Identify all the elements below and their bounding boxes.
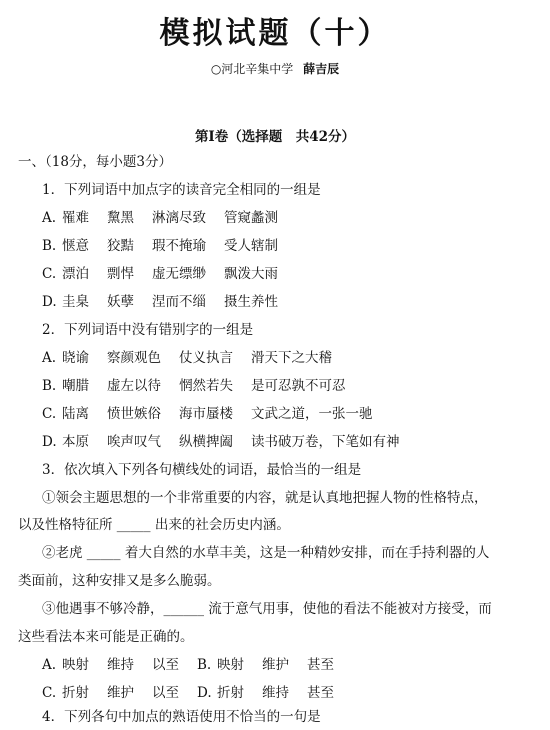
option-item: 甚至 (307, 685, 334, 701)
option-item: 折射 (217, 685, 244, 701)
option-item: 嘲腊 (62, 378, 89, 394)
option-letter: D. (42, 434, 57, 450)
option-letter: C. (42, 266, 57, 282)
q2-option-b (42, 377, 364, 395)
option-item: 本原 (62, 434, 89, 450)
option-item: 是可忍孰不可忍 (251, 378, 346, 394)
q3-sentence-1: ①领会主题思想的一个非常重要的内容，就是认真地把握人物的性格特点， (42, 490, 488, 506)
option-item: 剽悍 (107, 266, 134, 282)
q1-option-a (42, 209, 296, 227)
option-item: 陆离 (62, 406, 89, 422)
section-heading: 第Ⅰ卷（选择题 共42分） (194, 129, 356, 145)
part-one-heading: 一、（18分，每小题3分） (18, 154, 173, 170)
option-item: 海市蜃楼 (179, 406, 233, 422)
q3-sentence-2-cont: 类面前，这种安排又是多么脆弱。 (18, 573, 221, 589)
option-item: 晓谕 (62, 350, 89, 366)
q2-option-d (42, 433, 418, 451)
option-item: 折射 (62, 685, 89, 701)
option-item: 受人辖制 (224, 238, 278, 254)
option-letter: D. (197, 685, 212, 701)
option-item: 惘然若失 (179, 378, 233, 394)
option-item: 映射 (217, 657, 244, 673)
page-title: 模拟试题（十） (159, 16, 391, 51)
option-item: 管窥蠡测 (224, 210, 278, 226)
option-item: 滑天下之大稽 (251, 350, 332, 366)
option-item: 飘泼大雨 (224, 266, 278, 282)
q1-option-b (42, 237, 296, 255)
option-item: 涅而不缁 (152, 294, 206, 310)
option-letter: C. (42, 406, 57, 422)
option-item: 淋漓尽致 (152, 210, 206, 226)
option-item: 漂泊 (62, 266, 89, 282)
option-item: 唉声叹气 (107, 434, 161, 450)
option-item: 映射 (62, 657, 89, 673)
q3-sentence-3: ③他遇事不够冷静，______ 流于意气用事，使他的看法不能被对方接受，而 (42, 601, 492, 617)
q4-stem: 4．下列各句中加点的熟语使用不恰当的一句是 (42, 709, 321, 725)
q3-sentence-3-cont: 这些看法本来可能是正确的。 (18, 629, 194, 645)
option-item: 维护 (262, 657, 289, 673)
byline (0, 60, 550, 77)
q2-option-c (42, 405, 391, 423)
option-letter: B. (197, 657, 212, 673)
option-item: 惬意 (62, 238, 89, 254)
option-letter: A. (42, 350, 57, 366)
q3-stem: 3．依次填入下列各句横线处的词语，最恰当的一组是 (42, 462, 362, 478)
option-item: 愤世嫉俗 (107, 406, 161, 422)
q3-sentence-2: ②老虎 _____ 着大自然的水草丰美，这是一种精妙安排，而在手持利器的人 (42, 545, 490, 561)
option-item: 瑕不掩瑜 (152, 238, 206, 254)
option-item: 仗义执言 (179, 350, 233, 366)
option-letter: B. (42, 238, 57, 254)
byline-school: ○河北辛集中学 (210, 62, 294, 76)
q2-option-a (42, 349, 350, 367)
option-letter: C. (42, 685, 57, 701)
option-item: 罹难 (62, 210, 89, 226)
option-item: 维护 (107, 685, 134, 701)
option-item: 狡黠 (107, 238, 134, 254)
option-letter: D. (42, 294, 57, 310)
q1-option-d (42, 293, 296, 311)
q3-sentence-1-cont: 以及性格特征所 _____ 出来的社会历史内涵。 (18, 517, 290, 533)
option-item: 维持 (107, 657, 134, 673)
q3-options-row-1 (42, 656, 352, 674)
q2-stem: 2．下列词语中没有错别字的一组是 (42, 322, 254, 338)
option-item: 虚无缥缈 (152, 266, 206, 282)
option-item: 读书破万卷，下笔如有神 (251, 434, 400, 450)
option-letter: A. (42, 657, 57, 673)
byline-author: 薛吉辰 (303, 62, 340, 76)
option-item: 察颜观色 (107, 350, 161, 366)
option-item: 纵横捭阖 (179, 434, 233, 450)
option-item: 妖孽 (107, 294, 134, 310)
option-item: 文武之道，一张一驰 (251, 406, 373, 422)
q1-stem: 1．下列词语中加点字的读音完全相同的一组是 (42, 182, 321, 198)
q1-option-c (42, 265, 296, 283)
option-item: 摄生养性 (224, 294, 278, 310)
option-item: 圭臬 (62, 294, 89, 310)
option-item: 维持 (262, 685, 289, 701)
option-item: 以至 (152, 657, 179, 673)
q3-options-row-2 (42, 684, 352, 702)
option-letter: A. (42, 210, 57, 226)
option-item: 黧黑 (107, 210, 134, 226)
option-letter: B. (42, 378, 57, 394)
option-item: 以至 (152, 685, 179, 701)
option-item: 虚左以待 (107, 378, 161, 394)
option-item: 甚至 (307, 657, 334, 673)
